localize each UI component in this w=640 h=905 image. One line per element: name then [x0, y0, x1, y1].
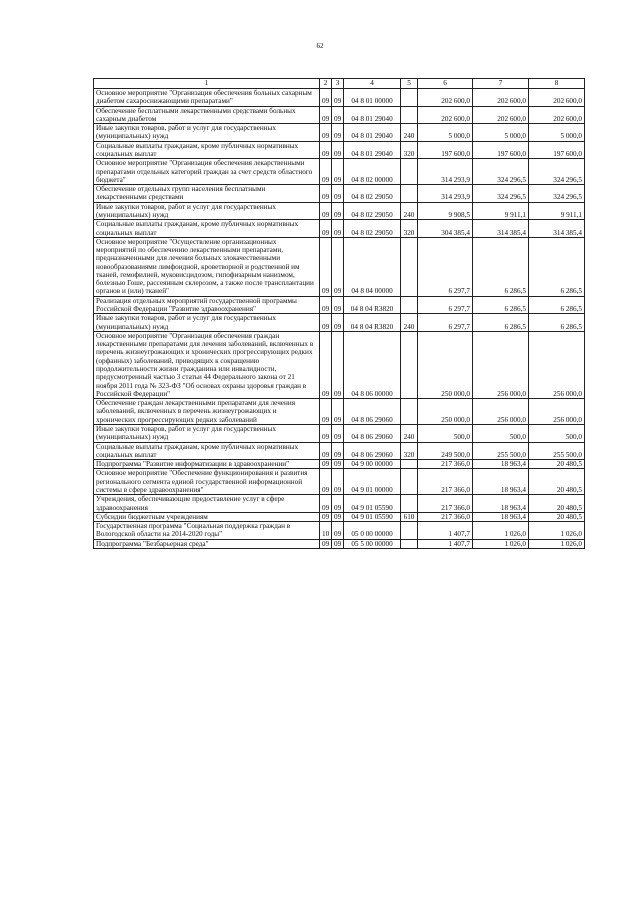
row-name-cell: Обеспечение граждан лекарственными препаратами для лечения заболеваний, включенных в перечень жизнеугрожающих и хронических прогрессирующих редких заболеваний — [94, 399, 320, 425]
row-amount-year-1: 314 293,9 — [418, 159, 473, 185]
row-target-article-code: 04 9 00 00000 — [344, 460, 401, 469]
row-amount-year-3: 1 026,0 — [529, 539, 585, 548]
row-expense-type-code — [401, 331, 418, 398]
row-subsection-code: 09 — [332, 512, 344, 521]
row-section-code: 09 — [320, 469, 332, 495]
row-target-article-code: 05 0 00 00000 — [344, 522, 401, 540]
row-amount-year-1: 6 297,7 — [418, 314, 473, 332]
row-expense-type-code: 240 — [401, 124, 418, 142]
row-amount-year-2: 18 963,4 — [473, 495, 529, 513]
row-amount-year-1: 249 500,0 — [418, 442, 473, 460]
row-amount-year-2: 6 286,5 — [473, 314, 529, 332]
row-expense-type-code — [401, 460, 418, 469]
row-expense-type-code: 320 — [401, 442, 418, 460]
row-amount-year-3: 324 296,5 — [529, 185, 585, 203]
header-cell: 7 — [473, 79, 529, 89]
row-amount-year-1: 250 000,0 — [418, 399, 473, 425]
row-section-code: 09 — [320, 424, 332, 442]
row-name-cell: Иные закупки товаров, работ и услуг для государственных (муниципальных) нужд — [94, 424, 320, 442]
row-subsection-code: 09 — [332, 442, 344, 460]
row-name-cell: Учреждения, обеспечивающие предоставление услуг в сфере здравоохранения — [94, 495, 320, 513]
row-name-cell: Основное мероприятие "Осуществление организационных мероприятий по обеспечению лекарственными препаратами, предназначенными для лечения больных злокачественными новообразованиями лимфоидной, кроветворной и родственной им тканей, гемофилией, муковисцидозом, гипофизарным нанизмом, болезнью Гоше, рассеянным склерозом, а также после трансплантации органов и (или) тканей" — [94, 237, 320, 296]
row-amount-year-1: 217 366,0 — [418, 512, 473, 521]
row-subsection-code: 09 — [332, 185, 344, 203]
row-amount-year-1: 5 000,0 — [418, 124, 473, 142]
row-amount-year-3: 5 000,0 — [529, 124, 585, 142]
header-cell: 1 — [94, 79, 320, 89]
budget-table — [93, 78, 585, 549]
row-name-cell: Обеспечение отдельных групп населения бесплатными лекарственными средствами — [94, 185, 320, 203]
table-row — [94, 331, 585, 398]
row-expense-type-code — [401, 522, 418, 540]
row-expense-type-code: 320 — [401, 220, 418, 238]
row-expense-type-code — [401, 399, 418, 425]
row-expense-type-code — [401, 89, 418, 107]
row-amount-year-3: 1 026,0 — [529, 522, 585, 540]
table-row — [94, 89, 585, 107]
row-amount-year-1: 6 297,7 — [418, 237, 473, 296]
row-target-article-code: 04 9 01 00000 — [344, 469, 401, 495]
table-row — [94, 220, 585, 238]
row-section-code: 09 — [320, 539, 332, 548]
row-expense-type-code: 610 — [401, 512, 418, 521]
row-subsection-code: 09 — [332, 124, 344, 142]
row-name-cell: Основное мероприятие "Обеспечение функционирования и развития регионального сегмента единой государственной информационной системы в сфере здравоохранения" — [94, 469, 320, 495]
table-row — [94, 185, 585, 203]
table-row — [94, 141, 585, 159]
row-expense-type-code: 240 — [401, 424, 418, 442]
row-name-cell: Подпрограмма "Безбарьерная среда" — [94, 539, 320, 548]
row-amount-year-2: 18 963,4 — [473, 460, 529, 469]
row-expense-type-code — [401, 106, 418, 124]
row-section-code: 09 — [320, 124, 332, 142]
row-amount-year-3: 324 296,5 — [529, 159, 585, 185]
row-name-cell: Социальные выплаты гражданам, кроме публичных нормативных социальных выплат — [94, 141, 320, 159]
row-expense-type-code — [401, 237, 418, 296]
row-name-cell: Основное мероприятие "Организация обеспечения больных сахарным диабетом сахароснижающими препаратами" — [94, 89, 320, 107]
row-subsection-code: 09 — [332, 159, 344, 185]
header-cell: 2 — [320, 79, 332, 89]
row-amount-year-3: 314 385,4 — [529, 220, 585, 238]
row-name-cell: Субсидии бюджетным учреждениям — [94, 512, 320, 521]
row-amount-year-2: 256 000,0 — [473, 331, 529, 398]
row-subsection-code: 09 — [332, 314, 344, 332]
row-subsection-code: 09 — [332, 220, 344, 238]
row-amount-year-1: 202 600,0 — [418, 89, 473, 107]
row-amount-year-1: 197 600,0 — [418, 141, 473, 159]
row-target-article-code: 04 8 04 R3820 — [344, 296, 401, 314]
row-section-code: 09 — [320, 296, 332, 314]
table-row — [94, 159, 585, 185]
row-amount-year-2: 1 026,0 — [473, 522, 529, 540]
row-name-cell: Государственная программа "Социальная поддержка граждан в Вологодской области на 2014-2020 годы" — [94, 522, 320, 540]
row-subsection-code: 09 — [332, 460, 344, 469]
row-name-cell: Подпрограмма "Развитие информатизации в здравоохранении" — [94, 460, 320, 469]
row-name-cell: Реализация отдельных мероприятий государственной программы Российской Федерации "Развитие здравоохранения" — [94, 296, 320, 314]
row-name-cell: Иные закупки товаров, работ и услуг для государственных (муниципальных) нужд — [94, 124, 320, 142]
row-section-code: 09 — [320, 141, 332, 159]
row-expense-type-code: 240 — [401, 202, 418, 220]
row-expense-type-code — [401, 159, 418, 185]
row-amount-year-3: 202 600,0 — [529, 89, 585, 107]
row-expense-type-code: 240 — [401, 314, 418, 332]
row-target-article-code: 04 8 06 29060 — [344, 399, 401, 425]
row-subsection-code: 09 — [332, 106, 344, 124]
row-amount-year-1: 217 366,0 — [418, 460, 473, 469]
row-section-code: 09 — [320, 106, 332, 124]
table-row — [94, 424, 585, 442]
row-amount-year-2: 18 963,4 — [473, 469, 529, 495]
row-target-article-code: 04 8 02 00000 — [344, 159, 401, 185]
row-amount-year-3: 6 286,5 — [529, 237, 585, 296]
row-amount-year-2: 324 296,5 — [473, 185, 529, 203]
row-amount-year-2: 6 286,5 — [473, 296, 529, 314]
row-expense-type-code — [401, 296, 418, 314]
row-section-code: 09 — [320, 89, 332, 107]
row-subsection-code: 09 — [332, 495, 344, 513]
header-cell: 6 — [418, 79, 473, 89]
row-amount-year-3: 20 480,5 — [529, 460, 585, 469]
row-amount-year-1: 314 293,9 — [418, 185, 473, 203]
row-amount-year-3: 500,0 — [529, 424, 585, 442]
table-row — [94, 522, 585, 540]
row-amount-year-1: 202 600,0 — [418, 106, 473, 124]
row-target-article-code: 04 8 01 00000 — [344, 89, 401, 107]
row-amount-year-3: 202 600,0 — [529, 106, 585, 124]
row-name-cell: Иные закупки товаров, работ и услуг для государственных (муниципальных) нужд — [94, 314, 320, 332]
row-subsection-code: 09 — [332, 424, 344, 442]
row-amount-year-2: 202 600,0 — [473, 89, 529, 107]
row-section-code: 09 — [320, 399, 332, 425]
row-section-code: 09 — [320, 314, 332, 332]
row-amount-year-2: 18 963,4 — [473, 512, 529, 521]
row-section-code: 09 — [320, 460, 332, 469]
row-amount-year-3: 197 600,0 — [529, 141, 585, 159]
page-number: 62 — [316, 42, 324, 50]
row-target-article-code: 04 8 04 00000 — [344, 237, 401, 296]
row-section-code: 09 — [320, 185, 332, 203]
row-target-article-code: 04 9 01 05590 — [344, 495, 401, 513]
row-amount-year-3: 20 480,5 — [529, 469, 585, 495]
row-subsection-code: 09 — [332, 539, 344, 548]
row-name-cell: Социальные выплаты гражданам, кроме публичных нормативных социальных выплат — [94, 220, 320, 238]
table-row — [94, 460, 585, 469]
row-target-article-code: 04 8 06 29060 — [344, 424, 401, 442]
row-subsection-code: 09 — [332, 296, 344, 314]
table-row — [94, 237, 585, 296]
row-section-code: 09 — [320, 220, 332, 238]
row-expense-type-code — [401, 539, 418, 548]
row-target-article-code: 04 8 01 29040 — [344, 124, 401, 142]
row-target-article-code: 04 8 06 29060 — [344, 442, 401, 460]
row-expense-type-code — [401, 469, 418, 495]
row-amount-year-3: 256 000,0 — [529, 399, 585, 425]
row-section-code: 09 — [320, 159, 332, 185]
row-section-code: 09 — [320, 495, 332, 513]
row-amount-year-2: 197 600,0 — [473, 141, 529, 159]
row-amount-year-3: 6 286,5 — [529, 296, 585, 314]
row-expense-type-code: 320 — [401, 141, 418, 159]
row-amount-year-1: 1 407,7 — [418, 522, 473, 540]
row-target-article-code: 05 5 00 00000 — [344, 539, 401, 548]
table-row — [94, 442, 585, 460]
row-amount-year-3: 255 500,0 — [529, 442, 585, 460]
row-amount-year-3: 20 480,5 — [529, 495, 585, 513]
row-target-article-code: 04 9 01 05590 — [344, 512, 401, 521]
row-amount-year-2: 6 286,5 — [473, 237, 529, 296]
header-cell: 5 — [401, 79, 418, 89]
row-amount-year-3: 9 911,1 — [529, 202, 585, 220]
table-row — [94, 539, 585, 548]
row-subsection-code: 09 — [332, 237, 344, 296]
row-amount-year-1: 1 407,7 — [418, 539, 473, 548]
row-amount-year-1: 217 366,0 — [418, 469, 473, 495]
row-amount-year-1: 304 385,4 — [418, 220, 473, 238]
row-amount-year-3: 6 286,5 — [529, 314, 585, 332]
row-target-article-code: 04 8 01 29040 — [344, 141, 401, 159]
header-cell: 4 — [344, 79, 401, 89]
table-row — [94, 512, 585, 521]
header-row — [94, 79, 585, 89]
row-target-article-code: 04 8 02 29050 — [344, 185, 401, 203]
row-amount-year-2: 256 000,0 — [473, 399, 529, 425]
row-subsection-code: 09 — [332, 202, 344, 220]
row-amount-year-1: 250 000,0 — [418, 331, 473, 398]
table-row — [94, 495, 585, 513]
row-name-cell: Иные закупки товаров, работ и услуг для государственных (муниципальных) нужд — [94, 202, 320, 220]
row-amount-year-1: 500,0 — [418, 424, 473, 442]
row-subsection-code: 09 — [332, 399, 344, 425]
row-section-code: 09 — [320, 512, 332, 521]
row-amount-year-1: 9 908,5 — [418, 202, 473, 220]
row-amount-year-3: 20 480,5 — [529, 512, 585, 521]
row-amount-year-1: 6 297,7 — [418, 296, 473, 314]
table-row — [94, 314, 585, 332]
row-name-cell: Обеспечение бесплатными лекарственными средствами больных сахарным диабетом — [94, 106, 320, 124]
row-name-cell: Социальные выплаты гражданам, кроме публичных нормативных социальных выплат — [94, 442, 320, 460]
row-target-article-code: 04 8 02 29050 — [344, 220, 401, 238]
row-amount-year-2: 202 600,0 — [473, 106, 529, 124]
row-subsection-code: 09 — [332, 469, 344, 495]
row-name-cell: Основное мероприятие "Организация обеспечения граждан лекарственными препаратами для лечения заболеваний, включенных в перечень жизнеугрожающих и хронических прогрессирующих редких (орфанных) заболеваний, приводящих к сокращению продолжительности жизни гражданина или инвалидности, предусмотренный частью 3 статьи 44 Федерального закона от 21 ноября 2011 года № 323-ФЗ "Об основах охраны здоровья граждан в Российской Федерации" — [94, 331, 320, 398]
row-name-cell: Основное мероприятие "Организация обеспечения лекарственными препаратами отдельных категорий граждан за счет средств областного бюджета" — [94, 159, 320, 185]
row-amount-year-2: 314 385,4 — [473, 220, 529, 238]
row-section-code: 09 — [320, 237, 332, 296]
row-subsection-code: 09 — [332, 331, 344, 398]
row-amount-year-1: 217 366,0 — [418, 495, 473, 513]
header-cell: 3 — [332, 79, 344, 89]
row-subsection-code: 09 — [332, 141, 344, 159]
row-section-code: 09 — [320, 202, 332, 220]
row-target-article-code: 04 8 01 29040 — [344, 106, 401, 124]
row-amount-year-2: 500,0 — [473, 424, 529, 442]
row-amount-year-2: 5 000,0 — [473, 124, 529, 142]
table-row — [94, 202, 585, 220]
row-subsection-code: 09 — [332, 522, 344, 540]
table-row — [94, 399, 585, 425]
row-amount-year-2: 324 296,5 — [473, 159, 529, 185]
table-row — [94, 469, 585, 495]
row-amount-year-2: 1 026,0 — [473, 539, 529, 548]
table-row — [94, 106, 585, 124]
row-subsection-code: 09 — [332, 89, 344, 107]
table-row — [94, 296, 585, 314]
row-section-code: 09 — [320, 442, 332, 460]
row-target-article-code: 04 8 04 R3820 — [344, 314, 401, 332]
header-cell: 8 — [529, 79, 585, 89]
row-expense-type-code — [401, 495, 418, 513]
row-section-code: 09 — [320, 331, 332, 398]
row-target-article-code: 04 8 02 29050 — [344, 202, 401, 220]
row-target-article-code: 04 8 06 00000 — [344, 331, 401, 398]
row-amount-year-3: 256 000,0 — [529, 331, 585, 398]
row-expense-type-code — [401, 185, 418, 203]
table-row — [94, 124, 585, 142]
row-amount-year-2: 9 911,1 — [473, 202, 529, 220]
row-amount-year-2: 255 500,0 — [473, 442, 529, 460]
row-section-code: 10 — [320, 522, 332, 540]
